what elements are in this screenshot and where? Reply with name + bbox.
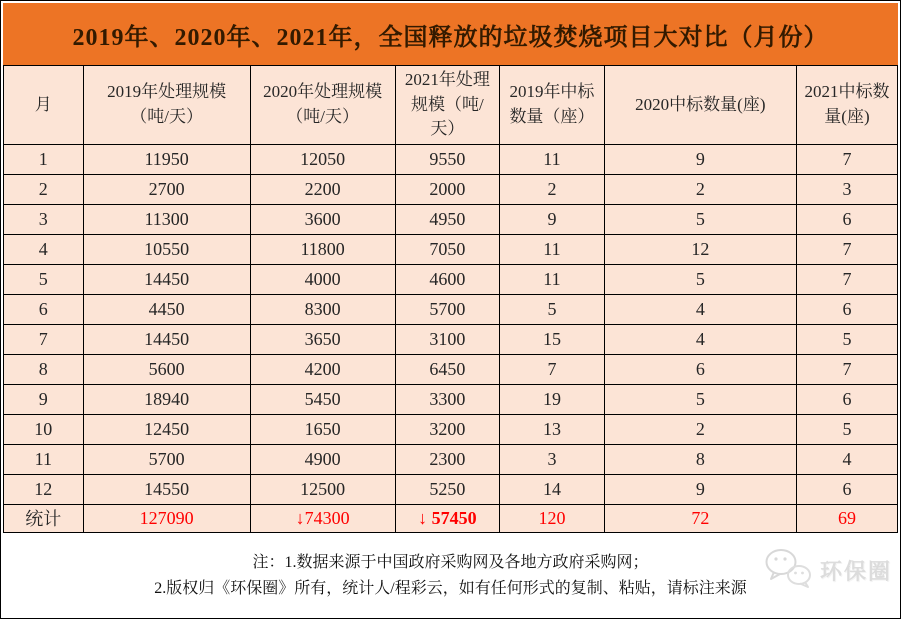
value-cell: 9550 bbox=[395, 144, 500, 174]
value-cell: 8 bbox=[604, 444, 796, 474]
header-cell-col1: 月 bbox=[4, 66, 84, 145]
value-cell: 14 bbox=[500, 474, 605, 504]
value-cell: 3200 bbox=[395, 414, 500, 444]
value-cell: 4200 bbox=[250, 354, 395, 384]
value-cell: 6 bbox=[796, 204, 897, 234]
value-cell: 11 bbox=[500, 234, 605, 264]
header-cell-col5: 2019年中标数量（座） bbox=[500, 66, 605, 145]
data-table bbox=[3, 65, 898, 533]
month-cell: 8 bbox=[4, 354, 84, 384]
stat-value: 127090 bbox=[83, 504, 250, 532]
value-cell: 5700 bbox=[83, 444, 250, 474]
value-cell: 4950 bbox=[395, 204, 500, 234]
value-cell: 14450 bbox=[83, 264, 250, 294]
value-cell: 5 bbox=[796, 324, 897, 354]
table-row bbox=[4, 354, 898, 384]
value-cell: 12450 bbox=[83, 414, 250, 444]
value-cell: 3300 bbox=[395, 384, 500, 414]
value-cell: 5 bbox=[604, 264, 796, 294]
value-cell: 5 bbox=[604, 384, 796, 414]
value-cell: 7 bbox=[500, 354, 605, 384]
value-cell: 11300 bbox=[83, 204, 250, 234]
value-cell: 19 bbox=[500, 384, 605, 414]
month-cell: 10 bbox=[4, 414, 84, 444]
month-cell: 9 bbox=[4, 384, 84, 414]
value-cell: 11800 bbox=[250, 234, 395, 264]
value-cell: 4 bbox=[604, 294, 796, 324]
value-cell: 14450 bbox=[83, 324, 250, 354]
value-cell: 3 bbox=[500, 444, 605, 474]
month-cell: 7 bbox=[4, 324, 84, 354]
title-bar bbox=[3, 3, 898, 65]
table-row bbox=[4, 144, 898, 174]
value-cell: 4000 bbox=[250, 264, 395, 294]
value-cell: 6 bbox=[796, 384, 897, 414]
value-cell: 4450 bbox=[83, 294, 250, 324]
value-cell: 7 bbox=[796, 234, 897, 264]
value-cell: 2000 bbox=[395, 174, 500, 204]
value-cell: 3600 bbox=[250, 204, 395, 234]
stat-value: 120 bbox=[500, 504, 605, 532]
month-cell: 5 bbox=[4, 264, 84, 294]
value-cell: 8300 bbox=[250, 294, 395, 324]
table-row bbox=[4, 294, 898, 324]
value-cell: 9 bbox=[500, 204, 605, 234]
value-cell: 18940 bbox=[83, 384, 250, 414]
month-cell: 6 bbox=[4, 294, 84, 324]
value-cell: 5700 bbox=[395, 294, 500, 324]
value-cell: 12500 bbox=[250, 474, 395, 504]
table-body bbox=[4, 144, 898, 532]
table-row bbox=[4, 324, 898, 354]
value-cell: 6 bbox=[796, 474, 897, 504]
brand-logo-text: 环保圈 bbox=[819, 558, 892, 584]
value-cell: 14550 bbox=[83, 474, 250, 504]
header-cell-col2: 2019年处理规模（吨/天） bbox=[83, 66, 250, 145]
value-cell: 7050 bbox=[395, 234, 500, 264]
stats-row bbox=[4, 504, 898, 532]
value-cell: 5 bbox=[796, 414, 897, 444]
value-cell: 11 bbox=[500, 264, 605, 294]
header-cell-col7: 2021中标数量(座) bbox=[796, 66, 897, 145]
month-cell: 12 bbox=[4, 474, 84, 504]
value-cell: 5600 bbox=[83, 354, 250, 384]
value-cell: 6 bbox=[796, 294, 897, 324]
table-row bbox=[4, 234, 898, 264]
value-cell: 5250 bbox=[395, 474, 500, 504]
value-cell: 4900 bbox=[250, 444, 395, 474]
value-cell: 15 bbox=[500, 324, 605, 354]
value-cell: 7 bbox=[796, 264, 897, 294]
table-row bbox=[4, 264, 898, 294]
table-row bbox=[4, 174, 898, 204]
value-cell: 2300 bbox=[395, 444, 500, 474]
value-cell: 6450 bbox=[395, 354, 500, 384]
value-cell: 2 bbox=[604, 414, 796, 444]
header-row bbox=[4, 66, 898, 145]
note-line-1: 注：1.数据来源于中国政府采购网及各地方政府采购网； bbox=[252, 553, 649, 571]
value-cell: 7 bbox=[796, 144, 897, 174]
value-cell: 2 bbox=[500, 174, 605, 204]
value-cell: 2700 bbox=[83, 174, 250, 204]
value-cell: 10550 bbox=[83, 234, 250, 264]
table-row bbox=[4, 444, 898, 474]
value-cell: 13 bbox=[500, 414, 605, 444]
table-row bbox=[4, 414, 898, 444]
wechat-bubbles-icon bbox=[764, 547, 814, 594]
stat-value: 69 bbox=[796, 504, 897, 532]
month-cell: 1 bbox=[4, 144, 84, 174]
note-line-2: 2.版权归《环保圈》所有，统计人/程彩云，如有任何形式的复制、粘贴，请标注来源 bbox=[154, 579, 747, 597]
footer bbox=[3, 533, 898, 619]
month-cell: 2 bbox=[4, 174, 84, 204]
value-cell: 3 bbox=[796, 174, 897, 204]
month-cell: 4 bbox=[4, 234, 84, 264]
value-cell: 5 bbox=[604, 204, 796, 234]
header-cell-col4: 2021年处理规模（吨/天） bbox=[395, 66, 500, 145]
value-cell: 3650 bbox=[250, 324, 395, 354]
header-cell-col6: 2020中标数量(座) bbox=[604, 66, 796, 145]
table-row bbox=[4, 384, 898, 414]
value-cell: 12 bbox=[604, 234, 796, 264]
stat-value: ↓ 57450 bbox=[395, 504, 500, 532]
stats-label: 统计 bbox=[4, 504, 84, 532]
page-title: 2019年、2020年、2021年，全国释放的垃圾焚烧项目大对比（月份） bbox=[72, 24, 829, 51]
value-cell: 12050 bbox=[250, 144, 395, 174]
stat-value: ↓74300 bbox=[250, 504, 395, 532]
value-cell: 9 bbox=[604, 144, 796, 174]
month-cell: 11 bbox=[4, 444, 84, 474]
value-cell: 6 bbox=[604, 354, 796, 384]
table-row bbox=[4, 204, 898, 234]
value-cell: 5450 bbox=[250, 384, 395, 414]
value-cell: 5 bbox=[500, 294, 605, 324]
value-cell: 4 bbox=[796, 444, 897, 474]
value-cell: 7 bbox=[796, 354, 897, 384]
value-cell: 4 bbox=[604, 324, 796, 354]
value-cell: 3100 bbox=[395, 324, 500, 354]
month-cell: 3 bbox=[4, 204, 84, 234]
value-cell: 11950 bbox=[83, 144, 250, 174]
table-row bbox=[4, 474, 898, 504]
value-cell: 2200 bbox=[250, 174, 395, 204]
value-cell: 9 bbox=[604, 474, 796, 504]
value-cell: 2 bbox=[604, 174, 796, 204]
header-cell-col3: 2020年处理规模（吨/天） bbox=[250, 66, 395, 145]
stat-value: 72 bbox=[604, 504, 796, 532]
value-cell: 1650 bbox=[250, 414, 395, 444]
brand-logo bbox=[764, 547, 892, 594]
value-cell: 4600 bbox=[395, 264, 500, 294]
value-cell: 11 bbox=[500, 144, 605, 174]
